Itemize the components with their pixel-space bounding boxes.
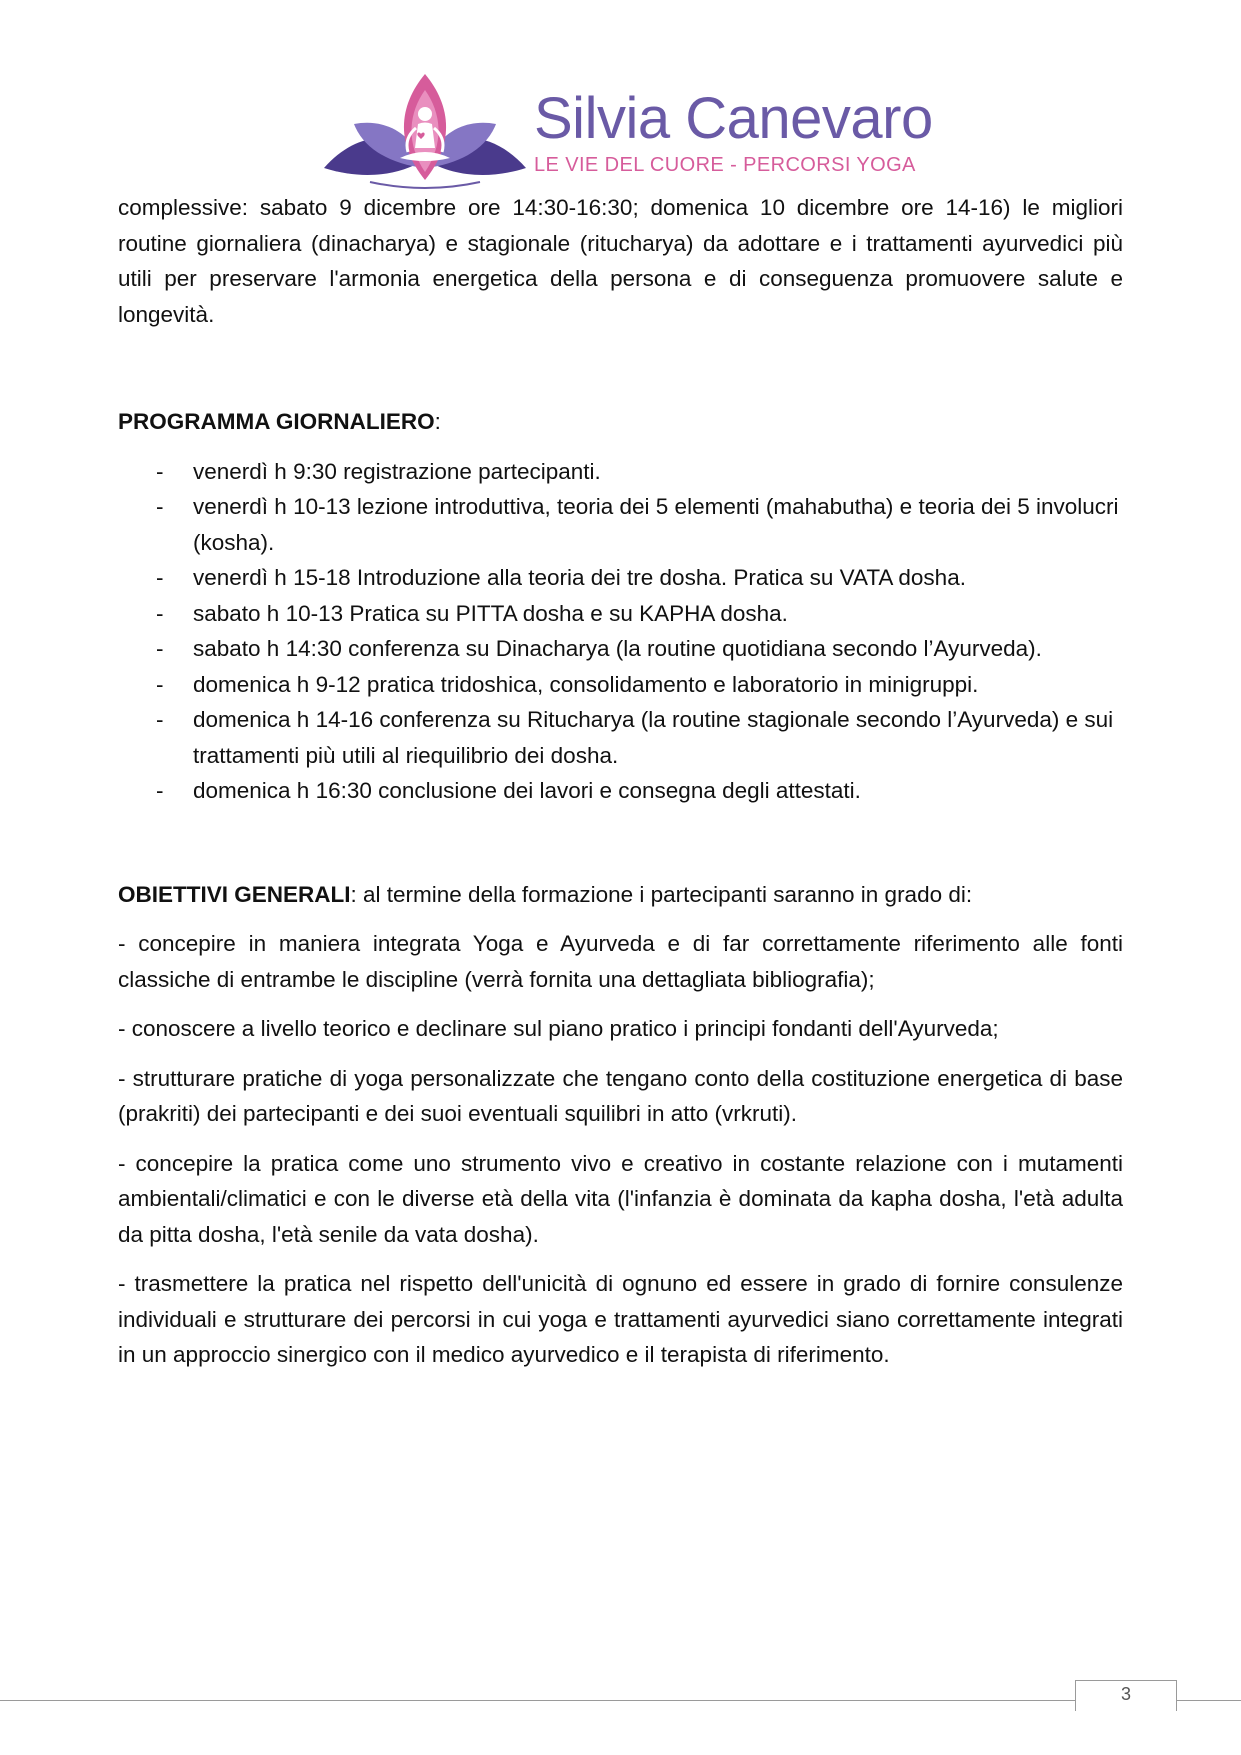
- list-item: [118, 631, 1123, 667]
- brand-tagline: LE VIE DEL CUORE - PERCORSI YOGA: [534, 154, 916, 176]
- objective-paragraph: - trasmettere la pratica nel rispetto dell'unicità di ognuno ed essere in grado di fornire consulenze individuali e strutturare dei percorsi in cui yoga e trattamenti ayurvedici siano correttamente integrati in un approccio sinergico con il medico ayurvedico e il terapista di riferimento.: [118, 1271, 1123, 1367]
- objective-paragraph: - strutturare pratiche di yoga personalizzate che tengano conto della costituzione energetica di base (prakriti) dei partecipanti e dei suoi eventuali squilibri in atto (vrkruti).: [118, 1065, 1123, 1126]
- list-dash: -: [156, 600, 164, 626]
- list-item: [118, 667, 1123, 703]
- objective-paragraph: - concepire in maniera integrata Yoga e Ayurveda e di far correttamente riferimento alle fonti classiche di entrambe le discipline (verrà fornita una dettagliata bibliografia);: [118, 931, 1123, 992]
- list-item-text: venerdì h 10-13 lezione introduttiva, teoria dei 5 elementi (mahabutha) e teoria dei 5 involucri (kosha).: [193, 494, 1119, 555]
- programma-heading: PROGRAMMA GIORNALIERO: [118, 409, 435, 434]
- list-item: [118, 560, 1123, 596]
- list-dash: -: [156, 565, 164, 590]
- programma-heading-suffix: :: [434, 409, 441, 434]
- brand-logo: [320, 72, 940, 200]
- lotus-meditation-icon: [320, 72, 530, 200]
- objective-paragraph: - concepire la pratica come uno strumento vivo e creativo in costante relazione con i mutamenti ambientali/climatici e con le diverse età della vita (l'infanzia è dominata da kapha dosha, l'età adulta da pitta dosha, l'età senile da vata dosha).: [118, 1150, 1123, 1247]
- objective-paragraph: - conoscere a livello teorico e declinare sul piano pratico i principi fondanti dell'Ayurveda;: [118, 1016, 999, 1041]
- page-number-box: [1075, 1680, 1177, 1711]
- obiettivi-heading-line: [118, 877, 1123, 913]
- footer-divider: [0, 1700, 1241, 1701]
- intro-paragraph: complessive: sabato 9 dicembre ore 14:30-16:30; domenica 10 dicembre ore 14-16) le migliori routine giornaliera (dinacharya) e stagionale (ritucharya) da adottare e i trattamenti ayurvedici più utili per preservare l'armonia energetica della persona e di conseguenza promuovere salute e longevità.: [118, 195, 1123, 327]
- list-item-text: sabato h 10-13 Pratica su PITTA dosha e su KAPHA dosha.: [193, 600, 788, 626]
- obiettivi-lead: : al termine della formazione i partecipanti saranno in grado di:: [350, 881, 973, 907]
- list-item: [118, 454, 1123, 490]
- programma-list: [118, 454, 1123, 809]
- list-item: [118, 702, 1123, 773]
- list-item: [118, 596, 1123, 632]
- list-dash: -: [156, 494, 164, 519]
- list-item-text: domenica h 16:30 conclusione dei lavori e consegna degli attestati.: [193, 778, 861, 803]
- page-number: 3: [1120, 1684, 1131, 1704]
- list-item-text: sabato h 14:30 conferenza su Dinacharya (la routine quotidiana secondo l’Ayurveda).: [193, 636, 1042, 661]
- list-item-text: domenica h 14-16 conferenza su Ritucharya (la routine stagionale secondo l’Ayurveda) e sui trattamenti più utili al riequilibrio dei dosha.: [193, 707, 1114, 768]
- obiettivi-heading: OBIETTIVI GENERALI: [118, 881, 351, 907]
- document-body: [118, 190, 1123, 1373]
- list-dash: -: [156, 458, 164, 484]
- list-item: [118, 773, 1123, 809]
- list-item-text: venerdì h 15-18 Introduzione alla teoria dei tre dosha. Pratica su VATA dosha.: [193, 565, 966, 590]
- list-dash: -: [156, 636, 164, 661]
- list-dash: -: [156, 778, 164, 803]
- list-item: [118, 489, 1123, 560]
- brand-name: Silvia Canevaro: [534, 86, 933, 151]
- list-item-text: venerdì h 9:30 registrazione partecipanti.: [193, 458, 601, 484]
- list-dash: -: [156, 671, 164, 697]
- programma-heading-line: [118, 404, 1123, 440]
- list-dash: -: [156, 707, 164, 732]
- list-item-text: domenica h 9-12 pratica tridoshica, consolidamento e laboratorio in minigruppi.: [193, 671, 979, 697]
